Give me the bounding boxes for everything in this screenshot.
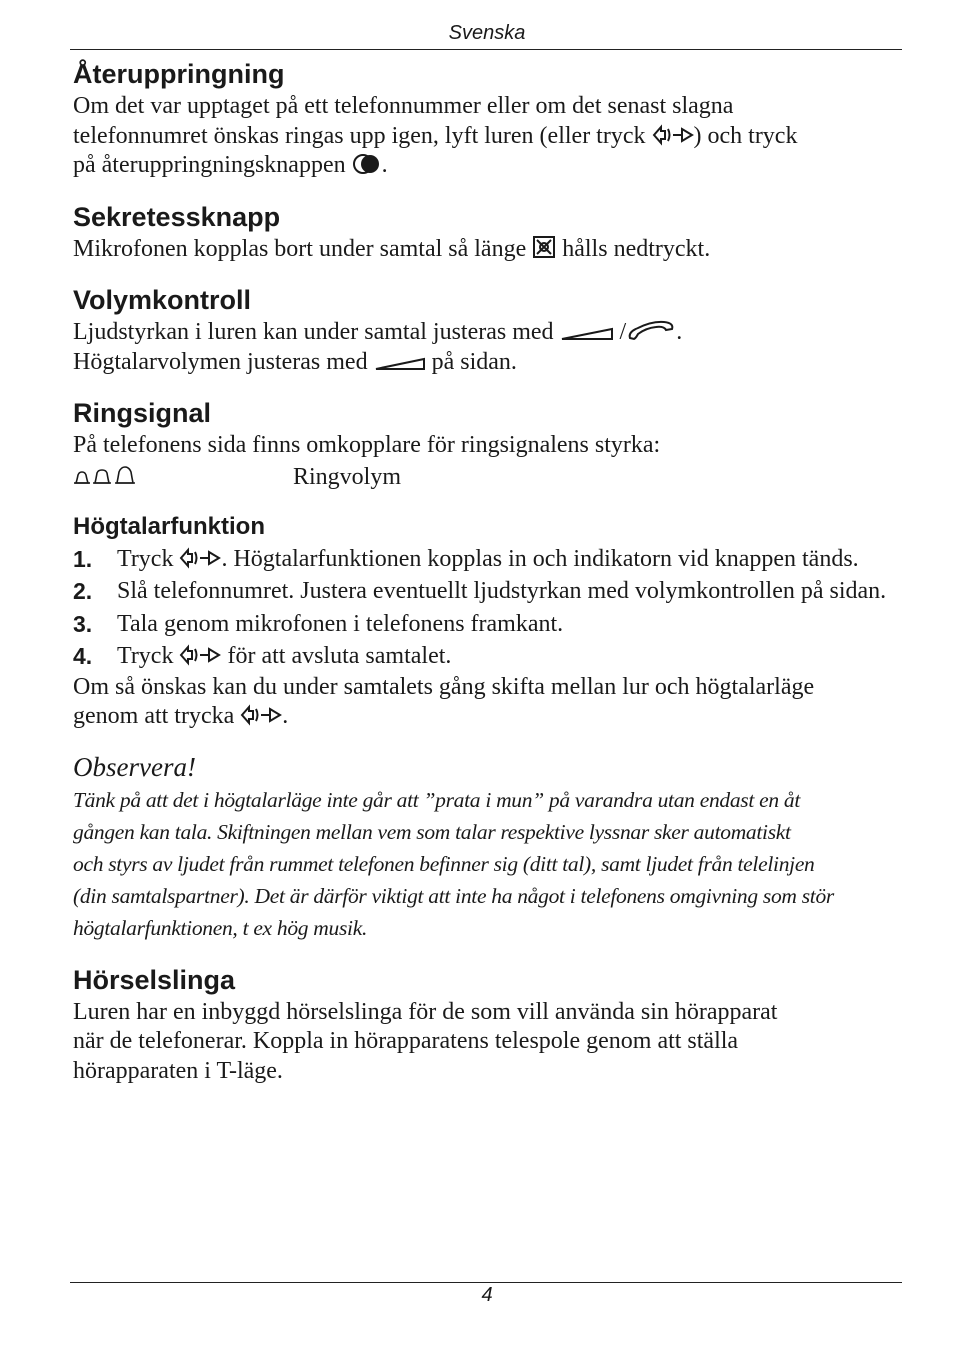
heading-redial: Återuppringning bbox=[73, 59, 285, 89]
speaker-after-line-2: genom att trycka . bbox=[73, 703, 289, 729]
page-number: 4 bbox=[481, 1284, 493, 1306]
mute-text: Mikrofonen kopplas bort under samtal så länge hålls nedtryckt. bbox=[73, 235, 711, 262]
mute-icon bbox=[532, 235, 556, 259]
redial-text-line-2: telefonnumret önskas ringas upp igen, lyft luren (eller tryck ) och tryck bbox=[73, 122, 798, 149]
volume-wedge-icon bbox=[560, 326, 614, 342]
loop-line: Luren har en inbyggd hörselslinga för de som vill använda sin hörapparat bbox=[73, 998, 778, 1025]
step-1: 1. Tryck . Högtalarfunktionen kopplas in och indikatorn vid knappen tänds. bbox=[73, 545, 859, 572]
heading-speaker: Högtalarfunktion bbox=[73, 512, 265, 540]
section-ring bbox=[73, 395, 903, 493]
bell-icons bbox=[73, 461, 293, 493]
step-3: 3. Tala genom mikrofonen i telefonens framkant. bbox=[73, 610, 564, 637]
header-rule bbox=[70, 49, 902, 50]
step-2: 2. Slå telefonnumret. Justera eventuellt ljudstyrkan med volymkontrollen på sidan. bbox=[73, 578, 887, 604]
step-4: 4. Tryck för att avsluta samtalet. bbox=[73, 643, 452, 669]
speaker-steps bbox=[73, 543, 903, 673]
note-line: gången kan tala. Skiftningen mellan vem som talar respektive lyssnar sker automatiskt bbox=[73, 819, 791, 844]
speakerphone-icon bbox=[240, 704, 282, 726]
heading-ring: Ringsignal bbox=[73, 398, 212, 428]
note-title: Observera! bbox=[73, 751, 196, 782]
redial-text-line-1: Om det var upptaget på ett telefonnummer eller om det senast slagna bbox=[73, 93, 734, 119]
note-line: högtalarfunktionen, t ex hög musik. bbox=[73, 915, 368, 940]
note-line: (din samtalspartner). Det är därför viktigt att inte ha något i telefonens omgivning som stör bbox=[73, 883, 834, 908]
page-content bbox=[73, 56, 903, 1104]
heading-hearing-loop: Hörselslinga bbox=[73, 964, 236, 995]
speakerphone-icon bbox=[179, 644, 221, 666]
ring-text: På telefonens sida finns omkopplare för ringsignalens styrka: bbox=[73, 432, 661, 458]
side-volume-wedge-icon bbox=[374, 356, 426, 372]
ring-volume-label: Ringvolym bbox=[293, 463, 402, 490]
ring-volume-row bbox=[73, 461, 903, 493]
bell-small-icon bbox=[73, 469, 91, 487]
page-header-language: Svenska bbox=[448, 22, 526, 44]
speakerphone-icon bbox=[652, 124, 694, 146]
redial-button-icon bbox=[352, 153, 382, 175]
loop-line: hörapparaten i T-läge. bbox=[73, 1057, 283, 1084]
heading-volume: Volymkontroll bbox=[73, 285, 252, 315]
note-line: och styrs av ljudet från rummet telefonen befinner sig (ditt tal), samt ljudet från telelinjen bbox=[73, 851, 815, 876]
section-mute bbox=[73, 199, 903, 265]
bell-medium-icon bbox=[91, 467, 113, 487]
bell-large-icon bbox=[113, 465, 137, 487]
volume-text-line-2: Högtalarvolymen justeras med på sidan. bbox=[73, 348, 517, 375]
note-line: Tänk på att det i högtalarläge inte går att ”prata i mun” på varandra utan endast en åt bbox=[73, 787, 800, 812]
note-body bbox=[73, 784, 903, 944]
section-volume bbox=[73, 282, 903, 377]
volume-text-line-1: Ljudstyrkan i luren kan under samtal justeras med / . bbox=[73, 319, 683, 345]
section-redial bbox=[73, 56, 903, 181]
footer-rule bbox=[70, 1282, 902, 1283]
speaker-after-line-1: Om så önskas kan du under samtalets gång skifta mellan lur och högtalarläge bbox=[73, 673, 815, 700]
section-speaker bbox=[73, 511, 903, 944]
speakerphone-icon bbox=[179, 547, 221, 569]
heading-mute: Sekretessknapp bbox=[73, 201, 281, 232]
loop-line: när de telefonerar. Koppla in hörapparatens telespole genom att ställa bbox=[73, 1028, 739, 1054]
handset-icon bbox=[626, 318, 676, 342]
redial-text-line-3: på återuppringningsknappen . bbox=[73, 152, 388, 178]
section-hearing-loop bbox=[73, 962, 903, 1087]
